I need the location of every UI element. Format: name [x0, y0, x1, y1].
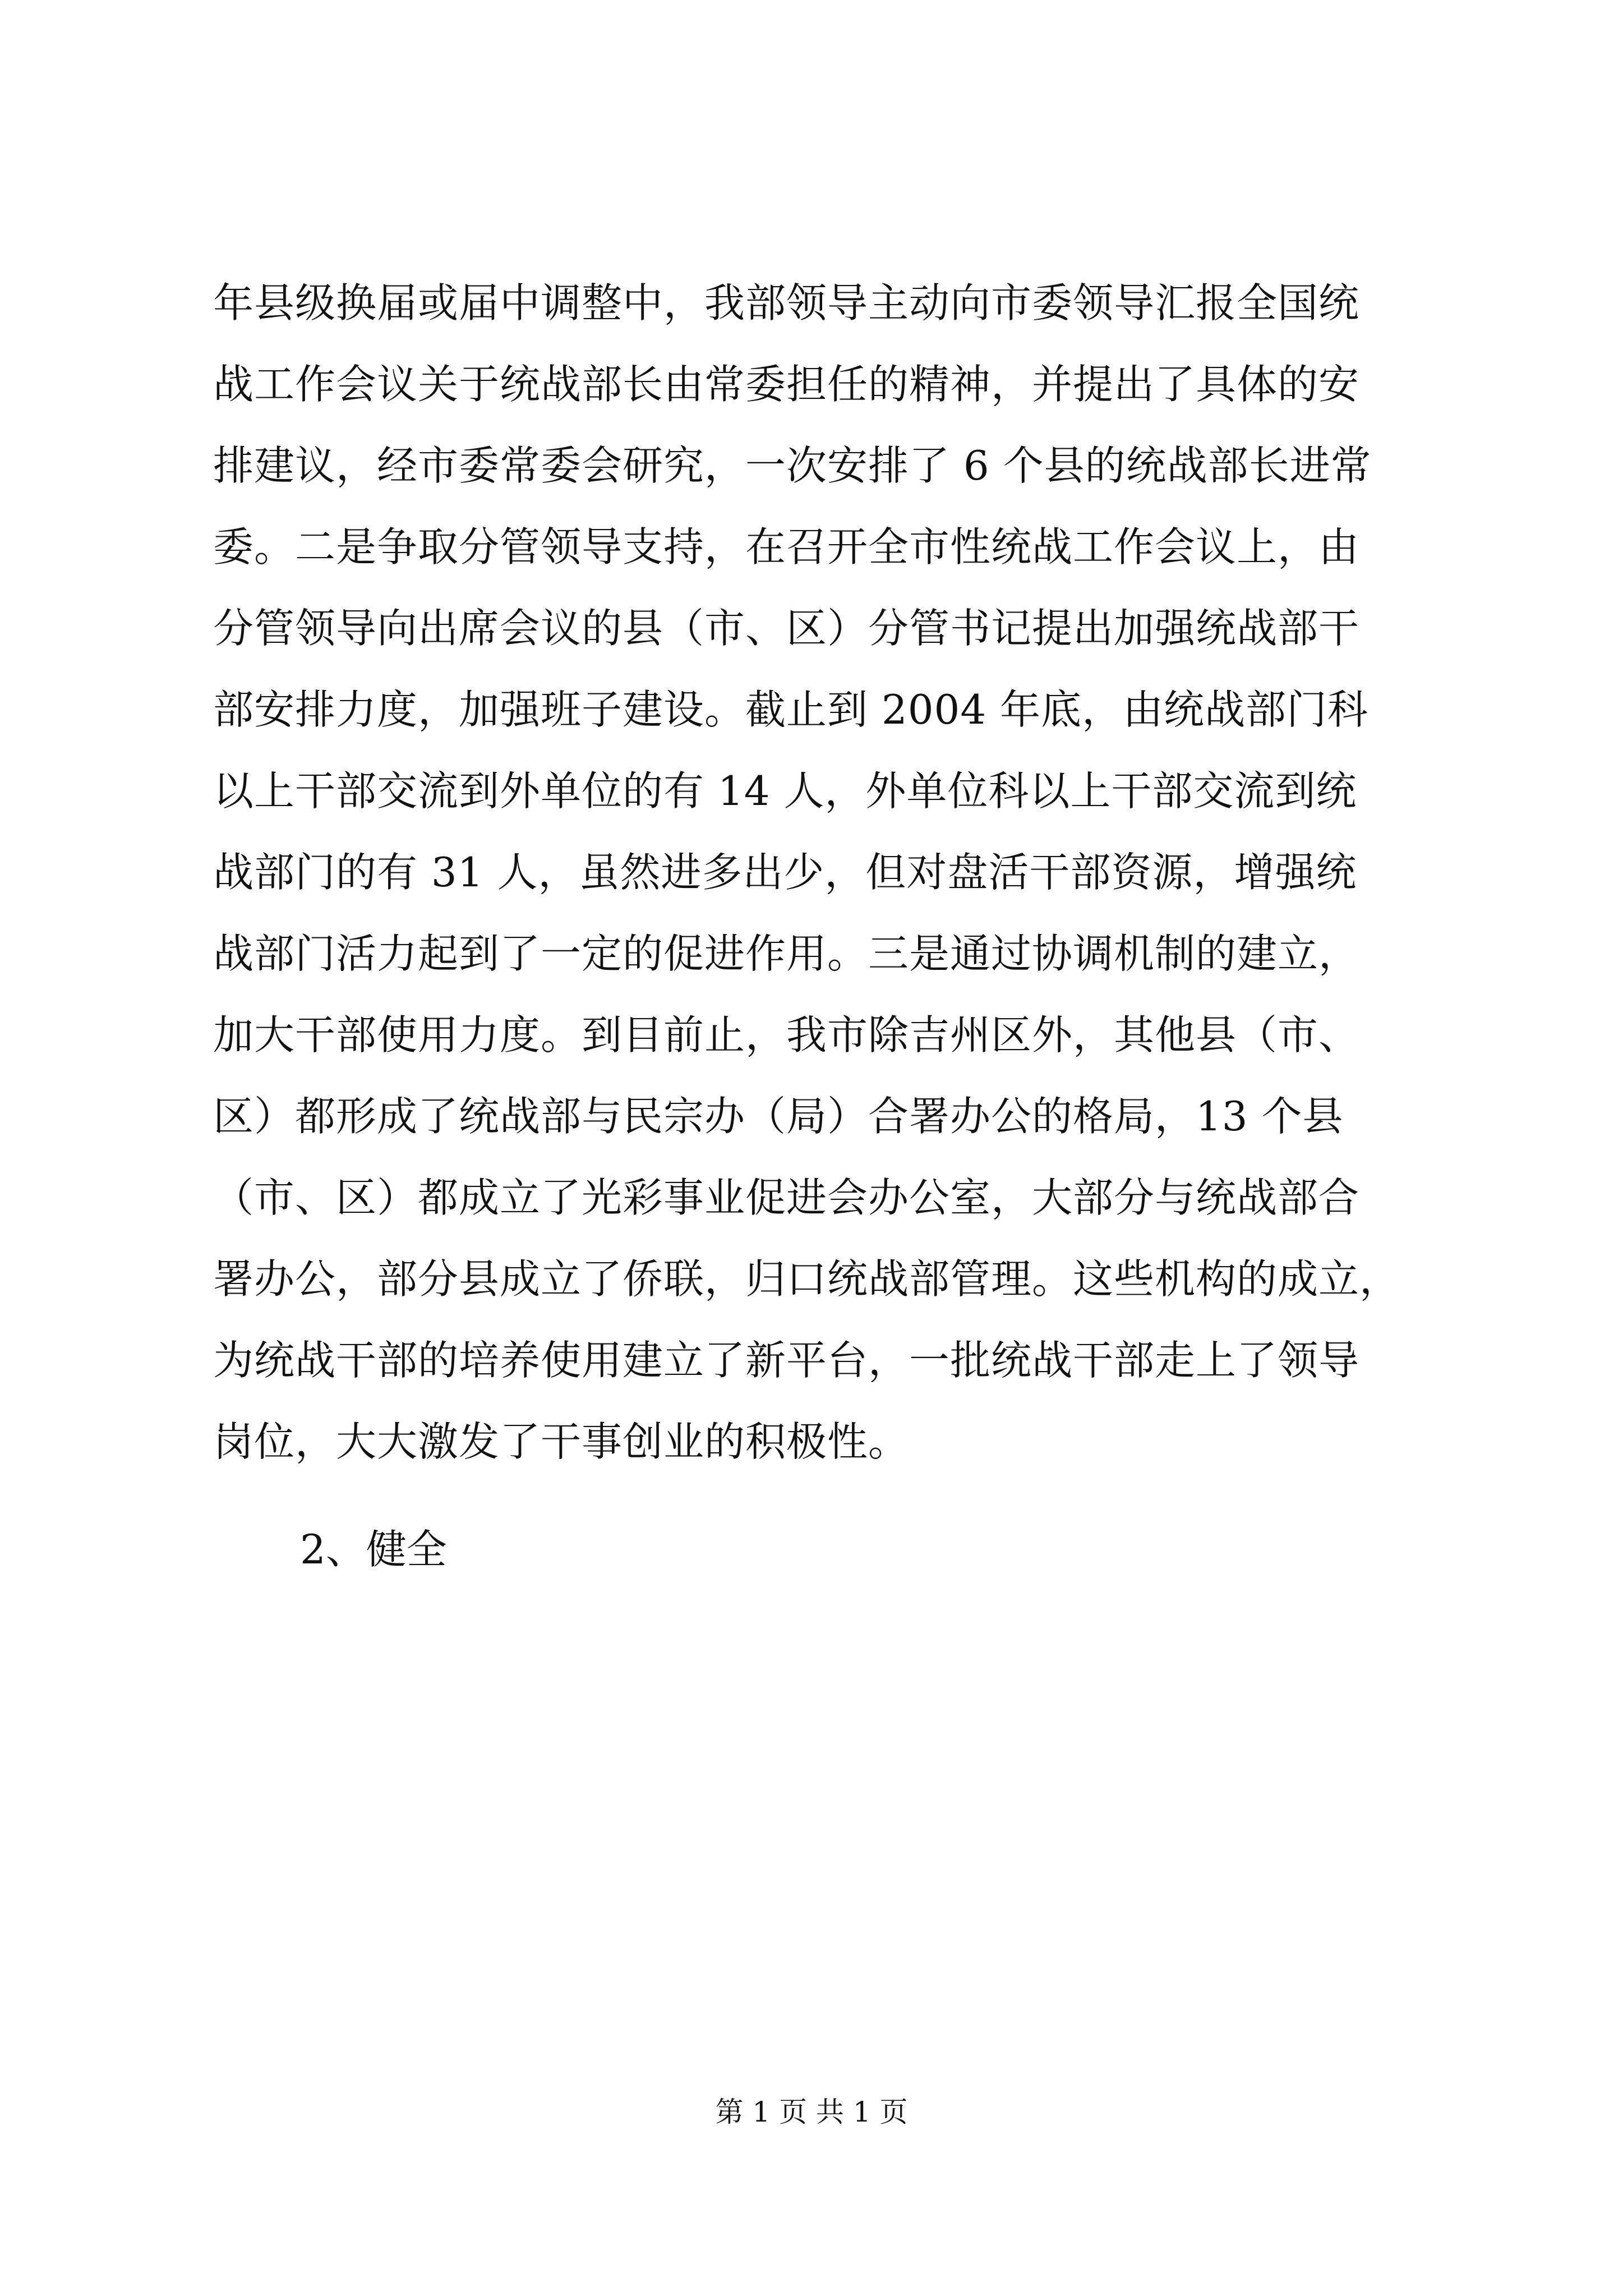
text-line: 为统战干部的培养使用建立了新平台，一批统战干部走上了领导 — [213, 1337, 1360, 1384]
text-line: 岗位，大大激发了干事创业的积极性。 — [213, 1418, 910, 1465]
text-line: 加大干部使用力度。到目前止，我市除吉州区外，其他县（市、 — [213, 1011, 1360, 1059]
text-line: 年县级换届或届中调整中，我部领导主动向市委领导汇报全国统 — [213, 279, 1360, 326]
text-line: 委。二是争取分管领导支持，在召开全市性统战工作会议上，由 — [213, 523, 1360, 570]
section-heading: 2、健全 — [300, 1526, 447, 1573]
text-line: 署办公，部分县成立了侨联，归口统战部管理。这些机构的成立， — [213, 1255, 1401, 1303]
text-line: 战工作会议关于统战部长由常委担任的精神，并提出了具体的安 — [213, 361, 1360, 408]
body-paragraph — [213, 263, 1413, 1483]
text-line: 排建议，经市委常委会研究，一次安排了 6 个县的统战部长进常 — [213, 442, 1372, 489]
text-line: （市、区）都成立了光彩事业促进会办公室，大部分与统战部合 — [213, 1174, 1360, 1221]
text-line: 战部门活力起到了一定的促进作用。三是通过协调机制的建立， — [213, 930, 1360, 977]
text-line: 部安排力度，加强班子建设。截止到 2004 年底，由统战部门科 — [213, 686, 1369, 733]
text-line: 战部门的有 31 人，虽然进多出少，但对盘活干部资源，增强统 — [213, 849, 1357, 896]
text-line: 以上干部交流到外单位的有 14 人，外单位科以上干部交流到统 — [213, 767, 1357, 815]
page-footer: 第 1 页 共 1 页 — [715, 2096, 908, 2128]
text-line: 区）都形成了统战部与民宗办（局）合署办公的格局，13 个县 — [213, 1093, 1344, 1140]
text-line: 分管领导向出席会议的县（市、区）分管书记提出加强统战部干 — [213, 605, 1360, 652]
